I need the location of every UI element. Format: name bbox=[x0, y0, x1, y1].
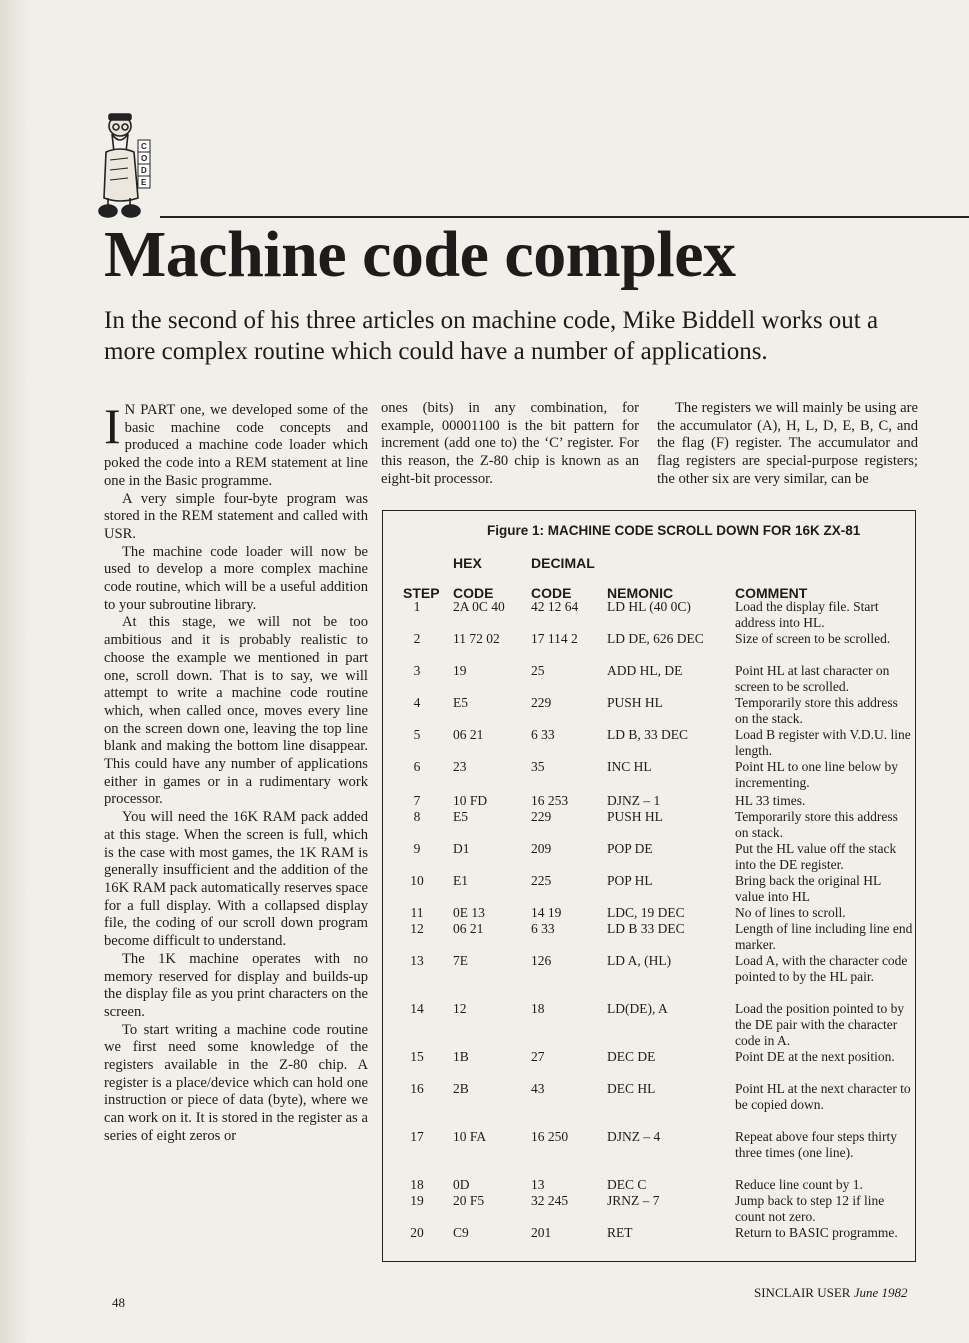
page-number: 48 bbox=[112, 1295, 125, 1310]
step-cell: 5 bbox=[413, 727, 421, 742]
nemonic-cell: RET bbox=[607, 1225, 633, 1240]
hex-code-cell: D1 bbox=[453, 841, 470, 856]
step-cell: 10 bbox=[410, 873, 424, 888]
comment-cell: Jump back to step 12 if line count not zero. bbox=[735, 1193, 885, 1224]
hex-code-cell: 10 FD bbox=[453, 793, 488, 808]
decimal-code-cell: 27 bbox=[531, 1049, 545, 1064]
step-cell: 6 bbox=[413, 759, 421, 774]
nemonic-cell: PUSH HL bbox=[607, 695, 663, 710]
decimal-code-cell: 229 bbox=[531, 695, 552, 710]
body-column-2 bbox=[381, 400, 639, 489]
hex-code-cell: 19 bbox=[453, 663, 467, 678]
decimal-code-cell: 201 bbox=[531, 1225, 552, 1240]
hex-code-cell: 23 bbox=[453, 759, 467, 774]
comment-cell: Temporarily store this address on the stack. bbox=[735, 695, 898, 726]
header-nemonic: NEMONIC bbox=[607, 585, 674, 601]
step-cell: 11 bbox=[410, 905, 424, 920]
step-cell: 3 bbox=[413, 663, 421, 678]
nemonic-cell: POP HL bbox=[607, 873, 653, 888]
hex-code-cell: 12 bbox=[453, 1001, 467, 1016]
header-decimal: DECIMAL bbox=[531, 555, 595, 571]
decimal-code-cell: 225 bbox=[531, 873, 552, 888]
header-step: STEP bbox=[403, 585, 440, 601]
step-cell: 4 bbox=[413, 695, 421, 710]
header-comment: COMMENT bbox=[735, 585, 808, 601]
nemonic-cell: DJNZ – 1 bbox=[607, 793, 661, 808]
body-paragraph: I N PART one, we developed some of the basic machine code concepts and produced a machine code loader which poked the code into a REM statement at line one in the Basic programme. bbox=[104, 398, 368, 489]
nemonic-cell: INC HL bbox=[607, 759, 652, 774]
hex-code-cell: 2A 0C 40 bbox=[453, 599, 505, 614]
nemonic-cell: LD B, 33 DEC bbox=[607, 727, 688, 742]
svg-text:C: C bbox=[141, 142, 147, 151]
body-paragraph: A very simple four-byte program was stored in the REM statement and called with USR. bbox=[104, 490, 368, 542]
comment-cell: Repeat above four steps thirty three times (one line). bbox=[735, 1129, 897, 1160]
hex-code-cell: 1B bbox=[453, 1049, 469, 1064]
decimal-code-cell: 6 33 bbox=[531, 921, 555, 936]
hex-code-cell: E5 bbox=[453, 809, 468, 824]
hex-code-cell: C9 bbox=[453, 1225, 469, 1240]
comment-cell: Return to BASIC programme. bbox=[735, 1225, 898, 1240]
nemonic-cell: DEC C bbox=[607, 1177, 647, 1192]
svg-text:E: E bbox=[141, 178, 147, 187]
svg-text:O: O bbox=[141, 154, 148, 163]
step-cell: 1 bbox=[413, 599, 421, 614]
hex-code-cell: 0E 13 bbox=[453, 905, 485, 920]
step-cell: 19 bbox=[410, 1193, 424, 1208]
hex-code-cell: E5 bbox=[453, 695, 468, 710]
nemonic-cell: DEC HL bbox=[607, 1081, 656, 1096]
decimal-code-cell: 42 12 64 bbox=[531, 599, 579, 614]
step-cell: 2 bbox=[413, 631, 421, 646]
comment-cell: Temporarily store this address on stack. bbox=[735, 809, 898, 840]
decimal-code-cell: 13 bbox=[531, 1177, 545, 1192]
body-paragraph: At this stage, we will not be too ambitious and it is probably realistic to choose the example we mentioned in part one, scroll down. That is to say, we will attempt to write a machine code routine which, when called once, moves every line on the screen down one, leaving the top line blank and making the bottom line disappear. This could have any number of applications either in games or in a rudimentary work processor. bbox=[104, 614, 368, 808]
figure-1-box bbox=[382, 510, 916, 1262]
nemonic-cell: ADD HL, DE bbox=[607, 663, 683, 678]
step-cell: 15 bbox=[410, 1049, 424, 1064]
step-cell: 17 bbox=[410, 1129, 424, 1144]
body-paragraph: The 1K machine operates with no memory reserved for display and builds-up the display file as you print characters on the screen. bbox=[104, 950, 368, 1020]
comment-cell: Bring back the original HL value into HL bbox=[735, 873, 881, 904]
nemonic-cell: POP DE bbox=[607, 841, 653, 856]
hex-code-cell: 7E bbox=[453, 953, 468, 968]
nemonic-cell: LD HL (40 0C) bbox=[607, 599, 691, 614]
magazine-name: SINCLAIR USER bbox=[754, 1285, 851, 1300]
decimal-code-cell: 126 bbox=[531, 953, 552, 968]
nemonic-cell: LD DE, 626 DEC bbox=[607, 631, 704, 646]
nemonic-cell: LDC, 19 DEC bbox=[607, 905, 685, 920]
decimal-code-cell: 229 bbox=[531, 809, 552, 824]
decimal-code-cell: 18 bbox=[531, 1001, 545, 1016]
drop-cap: I bbox=[104, 398, 121, 454]
comment-cell: Load the position pointed to by the DE pair with the character code in A. bbox=[735, 1001, 905, 1048]
step-cell: 12 bbox=[410, 921, 424, 936]
nemonic-cell: LD(DE), A bbox=[607, 1001, 668, 1016]
comment-cell: Point DE at the next position. bbox=[735, 1049, 895, 1064]
issue-date: June 1982 bbox=[853, 1285, 908, 1300]
comment-cell: Reduce line count by 1. bbox=[735, 1177, 863, 1192]
body-paragraph: You will need the 16K RAM pack added at this stage. When the screen is full, which is the case with most games, the 1K RAM is generally insufficient and the addition of the 16K RAM pack automatically reserves space for a full display. With a collapsed display file, the coding of our scroll down program become difficult to understand. bbox=[104, 809, 368, 950]
comment-cell: Point HL at last character on screen to be scrolled. bbox=[735, 663, 890, 694]
step-cell: 14 bbox=[410, 1001, 424, 1016]
comment-cell: No of lines to scroll. bbox=[735, 905, 846, 920]
comment-cell: Load B register with V.D.U. line length. bbox=[735, 727, 911, 758]
nemonic-cell: DJNZ – 4 bbox=[607, 1129, 661, 1144]
nemonic-cell: LD A, (HL) bbox=[607, 953, 672, 968]
figure-title: Figure 1: MACHINE CODE SCROLL DOWN FOR 16K ZX-81 bbox=[487, 523, 861, 538]
article-title: Machine code complex bbox=[104, 218, 736, 291]
hex-code-cell: E1 bbox=[453, 873, 468, 888]
decimal-code-cell: 209 bbox=[531, 841, 552, 856]
hex-code-cell: 0D bbox=[453, 1177, 470, 1192]
comment-cell: Put the HL value off the stack into the DE register. bbox=[735, 841, 897, 872]
header-decimal-code: CODE bbox=[531, 585, 572, 601]
hex-code-cell: 11 72 02 bbox=[453, 631, 500, 646]
decimal-code-cell: 25 bbox=[531, 663, 545, 678]
step-cell: 7 bbox=[413, 793, 421, 808]
body-column-1 bbox=[104, 398, 368, 1146]
hex-code-cell: 20 F5 bbox=[453, 1193, 485, 1208]
decimal-code-cell: 43 bbox=[531, 1081, 545, 1096]
comment-cell: Size of screen to be scrolled. bbox=[735, 631, 891, 646]
body-column-3 bbox=[657, 400, 918, 489]
hex-code-cell: 10 FA bbox=[453, 1129, 487, 1144]
body-paragraph: The machine code loader will now be used to develop a more complex machine code routine, which will be a useful addition to your subroutine library. bbox=[104, 543, 368, 613]
comment-cell: Point HL at the next character to be copied down. bbox=[735, 1081, 911, 1112]
header-hex-code: CODE bbox=[453, 585, 494, 601]
body-paragraph: To start writing a machine code routine we first need some knowledge of the registers available in the Z-80 chip. A register is a place/device which can hold one instruction or piece of data (byte), where we can work on it. It is stored in the register as a series of eight zeros or bbox=[104, 1021, 368, 1144]
hex-code-cell: 06 21 bbox=[453, 921, 484, 936]
step-cell: 18 bbox=[410, 1177, 424, 1192]
step-cell: 9 bbox=[413, 841, 421, 856]
step-cell: 20 bbox=[410, 1225, 424, 1240]
header-hex: HEX bbox=[453, 555, 482, 571]
nemonic-cell: PUSH HL bbox=[607, 809, 663, 824]
nemonic-cell: JRNZ – 7 bbox=[607, 1193, 660, 1208]
decimal-code-cell: 35 bbox=[531, 759, 545, 774]
hex-code-cell: 2B bbox=[453, 1081, 469, 1096]
step-cell: 16 bbox=[410, 1081, 424, 1096]
comment-cell: Load the display file. Start address into HL. bbox=[735, 599, 879, 630]
hex-code-cell: 06 21 bbox=[453, 727, 484, 742]
body-paragraph: ones (bits) in any combination, for example, 00001100 is the bit pattern for increment (add one to) the ‘C’ register. For this reason, the Z-80 chip is known as an eight-bit processor. bbox=[381, 400, 639, 487]
nemonic-cell: DEC DE bbox=[607, 1049, 656, 1064]
decimal-code-cell: 14 19 bbox=[531, 905, 562, 920]
professor-mascot-illustration bbox=[98, 112, 158, 220]
comment-cell: Load A, with the character code pointed to by the HL pair. bbox=[735, 953, 908, 984]
svg-text:D: D bbox=[141, 166, 147, 175]
body-paragraph: The registers we will mainly be using are the accumulator (A), H, L, D, E, B, C, and the flag (F) register. The accumulator and flag registers are special-purpose registers; the other six are very similar, can be bbox=[657, 400, 918, 487]
decimal-code-cell: 17 114 2 bbox=[531, 631, 578, 646]
decimal-code-cell: 16 250 bbox=[531, 1129, 569, 1144]
step-cell: 8 bbox=[413, 809, 421, 824]
decimal-code-cell: 16 253 bbox=[531, 793, 569, 808]
decimal-code-cell: 32 245 bbox=[531, 1193, 569, 1208]
comment-cell: HL 33 times. bbox=[735, 793, 806, 808]
decimal-code-cell: 6 33 bbox=[531, 727, 555, 742]
comment-cell: Length of line including line end marker. bbox=[735, 921, 913, 952]
page-gutter-shadow bbox=[0, 0, 28, 1343]
nemonic-cell: LD B 33 DEC bbox=[607, 921, 685, 936]
step-cell: 13 bbox=[410, 953, 424, 968]
article-standfirst: In the second of his three articles on machine code, Mike Biddell works out a more complex routine which could have a number of applications. bbox=[104, 307, 879, 365]
footer-credit bbox=[754, 1285, 907, 1301]
comment-cell: Point HL to one line below by incrementing. bbox=[735, 759, 898, 790]
